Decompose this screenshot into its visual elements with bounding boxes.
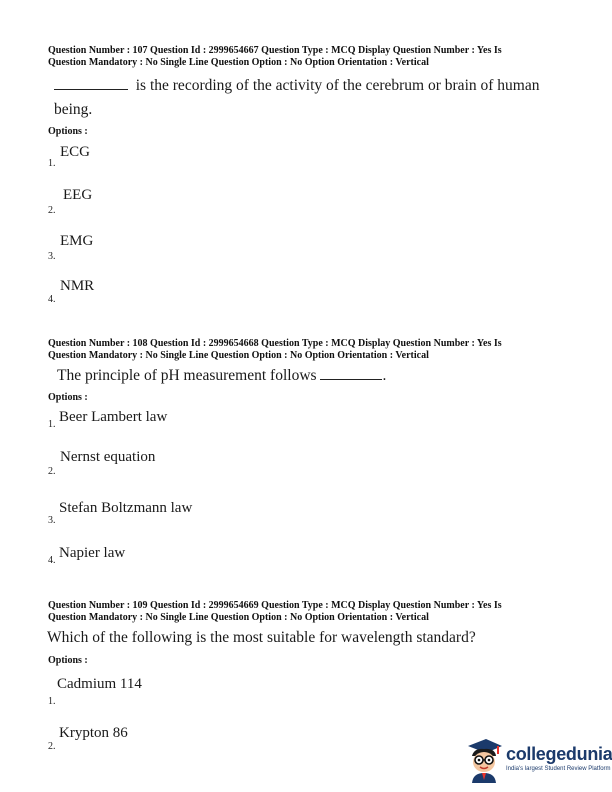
answer-blank: [320, 366, 382, 380]
question-meta: [48, 600, 578, 624]
option-text: Nernst equation: [60, 449, 156, 465]
option-number: 2.: [48, 466, 56, 477]
option-number: 4.: [48, 294, 56, 305]
question-meta: [48, 45, 578, 69]
question-text: [57, 364, 557, 388]
option-number: 2.: [48, 741, 56, 752]
option-text: EEG: [63, 187, 93, 203]
question-meta-line1: Question Number : 107 Question Id : 2999654667 Question Type : MCQ Display Question Number : Yes Is: [48, 45, 502, 56]
options-label: Options :: [48, 126, 88, 137]
option-number: 1.: [48, 696, 56, 707]
question-text: [54, 74, 554, 122]
option-text: Napier law: [59, 545, 126, 561]
option-text: Beer Lambert law: [59, 409, 168, 425]
question-text-part1: The principle of pH measurement follows: [57, 367, 317, 384]
option-number: 3.: [48, 515, 56, 526]
graduate-mascot-icon: [464, 736, 504, 784]
question-meta-line1: Question Number : 109 Question Id : 2999654669 Question Type : MCQ Display Question Number : Yes Is: [48, 600, 502, 611]
question-text-part2: being.: [54, 101, 93, 118]
option-number: 3.: [48, 251, 56, 262]
option-number: 2.: [48, 205, 56, 216]
question-text-part1: is the recording of the activity of the cerebrum or brain of human: [135, 77, 540, 94]
collegedunia-logo: [464, 736, 612, 786]
option-text: Krypton 86: [59, 725, 128, 741]
question-meta-line2: Question Mandatory : No Single Line Question Option : No Option Orientation : Vertical: [48, 57, 429, 68]
options-label: Options :: [48, 392, 88, 403]
question-text: [47, 626, 547, 650]
option-text: Cadmium 114: [57, 676, 142, 692]
option-number: 1.: [48, 158, 56, 169]
option-number: 4.: [48, 555, 56, 566]
option-text: ECG: [60, 144, 90, 160]
logo-wordmark: collegedunia: [506, 744, 612, 764]
question-meta-line2: Question Mandatory : No Single Line Question Option : No Option Orientation : Vertical: [48, 612, 429, 623]
question-meta-line1: Question Number : 108 Question Id : 2999654668 Question Type : MCQ Display Question Number : Yes Is: [48, 338, 502, 349]
question-text-part1: Which of the following is the most suitable for wavelength standard?: [47, 629, 476, 646]
options-label: Options :: [48, 655, 88, 666]
logo-tagline: India's largest Student Review Platform: [506, 766, 611, 772]
question-text-part2: .: [382, 367, 387, 384]
question-meta-line2: Question Mandatory : No Single Line Question Option : No Option Orientation : Vertical: [48, 350, 429, 361]
answer-blank: [54, 76, 128, 90]
option-text: Stefan Boltzmann law: [59, 500, 193, 516]
option-number: 1.: [48, 419, 56, 430]
option-text: NMR: [60, 278, 95, 294]
option-text: EMG: [60, 233, 94, 249]
question-meta: [48, 338, 578, 362]
